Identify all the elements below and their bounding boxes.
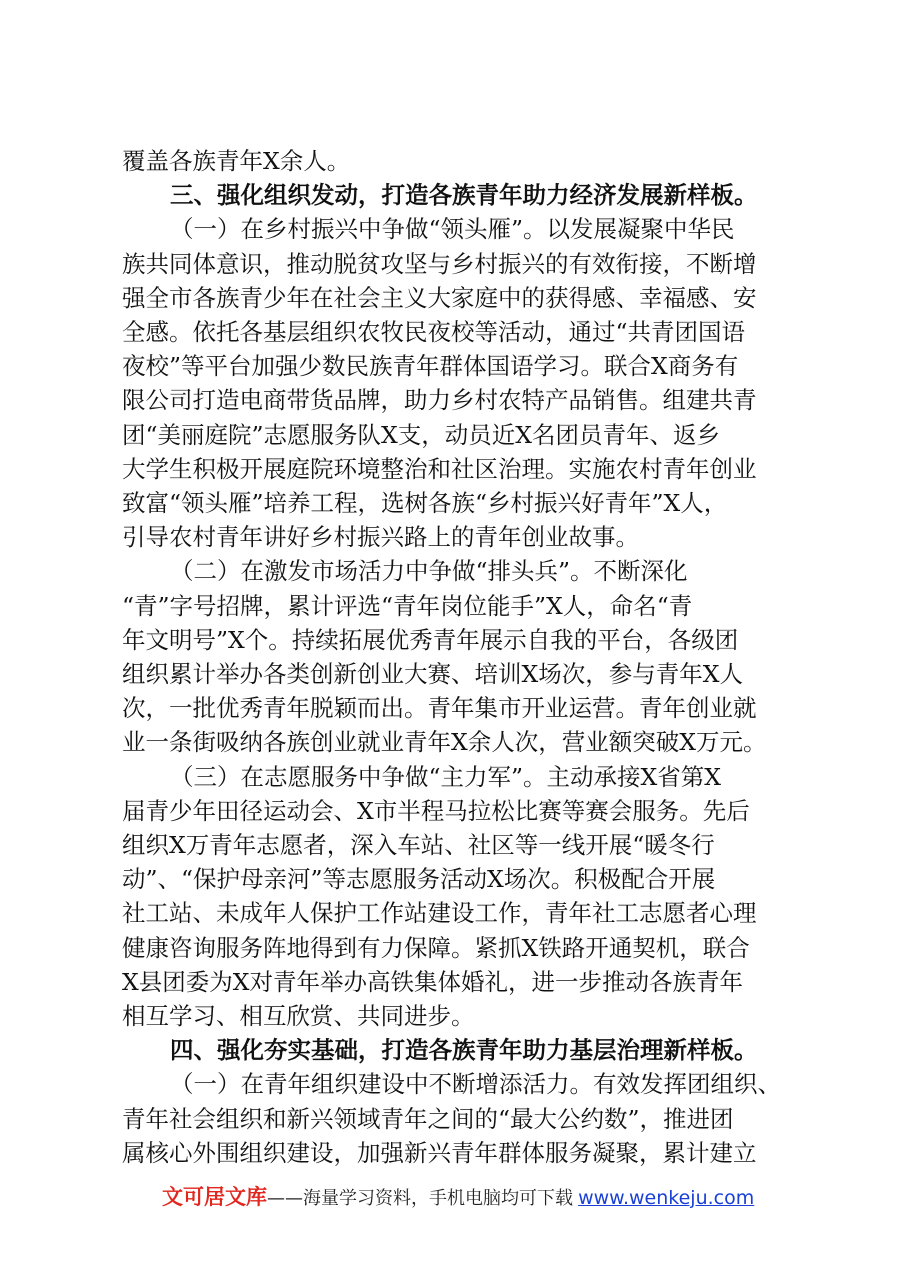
text-line: 届青少年田径运动会、X市半程马拉松比赛等赛会服务。先后 [122,796,750,825]
text-line: 致富“领头雁”培养工程，选树各族“乡村振兴好青年”X人， [122,489,728,517]
section-heading: 四、强化夯实基础，打造各族青年助力基层治理新样板。 [170,1036,758,1065]
text-line: 组织累计举办各类创新创业大赛、培训X场次，参与青年X人 [122,660,743,688]
text-line: 次，一批优秀青年脱颖而出。青年集市开业运营。青年创业就 [122,694,757,723]
paragraph-first-line: （二）在激发市场活力中争做“排头兵”。不断深化 [170,557,688,586]
footer-brand: 文可居文库 [162,1185,267,1209]
text-line: “青”字号招牌，累计评选“青年岗位能手”X人，命名“青 [122,591,693,620]
text-line: 夜校”等平台加强少数民族青年群体国语学习。联合X商务有 [122,352,739,381]
text-line: 动”、“保护母亲河”等志愿服务活动X场次。积极配合开展 [122,865,716,894]
text-line: 大学生积极开展庭院环境整治和社区治理。实施农村青年创业 [122,454,757,483]
text-line: 业一条街吸纳各族创业就业青年X余人次，营业额突破X万元。 [122,728,767,757]
paragraph-first-line: （一）在乡村振兴中争做“领头雁”。以发展凝聚中华民 [170,215,735,244]
paragraph-first-line: （三）在志愿服务中争做“主力军”。主动承接X省第X [170,762,721,791]
text-line: 全感。依托各基层组织农牧民夜校等活动，通过“共青团国语 [122,318,746,346]
text-line: 族共同体意识，推动脱贫攻坚与乡村振兴的有效衔接，不断增 [122,249,757,278]
text-line: 健康咨询服务阵地得到有力保障。紧抓X铁路开通契机，联合 [122,933,750,962]
text-line: 青年社会组织和新兴领域青年之间的“最大公约数”，推进团 [122,1104,734,1133]
text-line: 相互学习、相互欣赏、共同进步。 [122,1002,475,1030]
text-line: 团“美丽庭院”志愿服务队X支，动员近X名团员青年、返乡 [122,420,720,449]
text-line: 社工站、未成年人保护工作站建设工作，青年社工志愿者心理 [122,899,757,928]
paragraph-first-line: （一）在青年组织建设中不断增添活力。有效发挥团组织、 [170,1070,781,1099]
text-line: 年文明号”X个。持续拓展优秀青年展示自我的平台，各级团 [122,625,739,654]
text-line: 组织X万青年志愿者，深入车站、社区等一线开展“暖冬行 [122,831,715,859]
text-line: 属核心外围组织建设，加强新兴青年群体服务凝聚，累计建立 [122,1138,757,1167]
text-line: X县团委为X对青年举办高铁集体婚礼，进一步推动各族青年 [122,967,743,996]
footer-banner [162,1180,754,1214]
footer-tagline: ——海量学习资料，手机电脑均可下载 [267,1188,573,1209]
text-line: 覆盖各族青年X余人。 [122,147,351,175]
section-heading: 三、强化组织发动，打造各族青年助力经济发展新样板。 [170,181,758,210]
text-line: 强全市各族青少年在社会主义大家庭中的获得感、幸福感、安 [122,283,757,312]
footer-url-link[interactable]: www.wenkeju.com [578,1187,755,1209]
text-line: 引导农村青年讲好乡村振兴路上的青年创业故事。 [122,523,639,552]
text-line: 限公司打造电商带货品牌，助力乡村农特产品销售。组建共青 [122,386,757,415]
